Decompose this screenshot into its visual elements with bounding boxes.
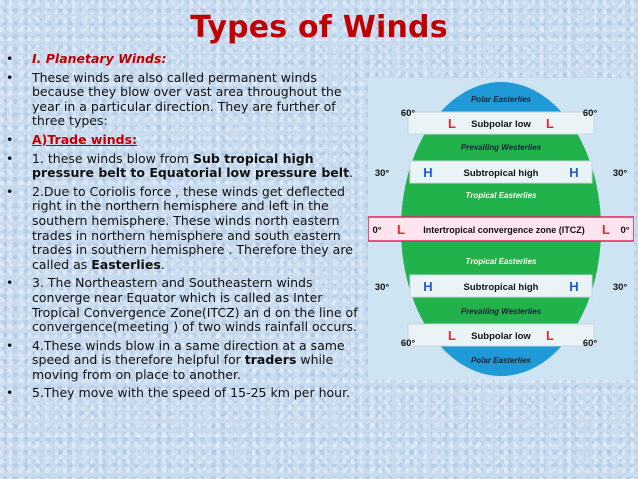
prevailing-westerlies-north-label: Prevailing Westerlies (460, 143, 542, 152)
subtropical-high-north-label: Subtropical high (463, 168, 539, 179)
lat-30-n-right: 30° (612, 168, 628, 179)
high-pressure-n-left: H (423, 165, 433, 180)
bullet-text: A)Trade winds: (32, 131, 138, 147)
lat-30-n-left: 30° (374, 168, 390, 179)
bullet-text: 5.They move with the speed of 15-25 km per hour. (32, 385, 351, 401)
bullet-item (6, 152, 370, 181)
subpolar-low-north-label: Subpolar low (471, 119, 531, 130)
lat-0-right: 0° (620, 225, 630, 236)
bullet-text: 2.Due to Coriolis force , these winds get deflected right in the northern hemisphere and left in the southern hemisphere. These winds north eastern trades in northern hemisphere and south eastern trades in southern hemisphere . Therefore they are called as (32, 183, 353, 272)
high-pressure-s-left: H (423, 279, 433, 294)
slide-title: Types of Winds (190, 10, 448, 45)
lat-60-s-right: 60° (582, 338, 598, 349)
bullet-text: . (349, 165, 354, 181)
low-pressure-eq-left: L (397, 222, 405, 237)
bullet-text: Easterlies (91, 256, 161, 272)
itcz-label: Intertropical convergence zone (ITCZ) (423, 225, 585, 235)
pressure-belts-diagram (368, 78, 634, 380)
tropical-easterlies-north-label: Tropical Easterlies (465, 191, 537, 200)
bullet-item (6, 133, 370, 148)
low-pressure-eq-right: L (602, 222, 610, 237)
low-pressure-n-left: L (448, 116, 456, 131)
subpolar-low-south-label: Subpolar low (471, 331, 531, 342)
bullet-item (6, 339, 370, 383)
bullet-text: . (160, 256, 165, 272)
bullet-text: while moving from on place to another. (32, 352, 334, 382)
bullet-text: These winds are also called permanent winds because they blow over vast area throughout the year in a particular direction. They are further of three types: (32, 69, 342, 129)
bullet-text: I. Planetary Winds: (32, 51, 167, 66)
bullet-item (6, 386, 370, 401)
bullet-text: traders (244, 352, 297, 368)
lat-60-n-right: 60° (582, 108, 598, 119)
tropical-easterlies-south-label: Tropical Easterlies (465, 257, 537, 266)
high-pressure-s-right: H (569, 279, 579, 294)
bullet-list (6, 52, 370, 405)
lat-30-s-right: 30° (612, 282, 628, 293)
globe-diagram-svg (368, 78, 634, 380)
bullet-text: 4.These winds blow in a same direction at a same speed and is therefore helpful for (32, 337, 345, 368)
lat-60-s-left: 60° (400, 338, 416, 349)
low-pressure-s-left: L (448, 328, 456, 343)
lat-30-s-left: 30° (374, 282, 390, 293)
bullet-item (6, 52, 370, 67)
bullet-item (6, 71, 370, 129)
bullet-text: 3. The Northeastern and Southeastern winds converge near Equator which is called as Inter Tropical Convergence Zone(ITCZ) an d on the line of convergence(meeting ) of two winds rainfall occurs. (32, 275, 358, 335)
bullet-item (6, 276, 370, 334)
subtropical-high-south-label: Subtropical high (463, 282, 539, 293)
bullet-text: 1. these winds blow from (32, 150, 193, 166)
polar-easterlies-north-label: Polar Easterlies (470, 95, 532, 104)
polar-easterlies-south-label: Polar Easterlies (470, 356, 532, 365)
bullet-item (6, 185, 370, 273)
lat-0-left: 0° (372, 225, 382, 236)
low-pressure-n-right: L (546, 116, 554, 131)
low-pressure-s-right: L (546, 328, 554, 343)
prevailing-westerlies-south-label: Prevailing Westerlies (460, 307, 542, 316)
bullet-text: Sub tropical high pressure belt to Equatorial low pressure belt (32, 150, 350, 181)
high-pressure-n-right: H (569, 165, 579, 180)
lat-60-n-left: 60° (400, 108, 416, 119)
